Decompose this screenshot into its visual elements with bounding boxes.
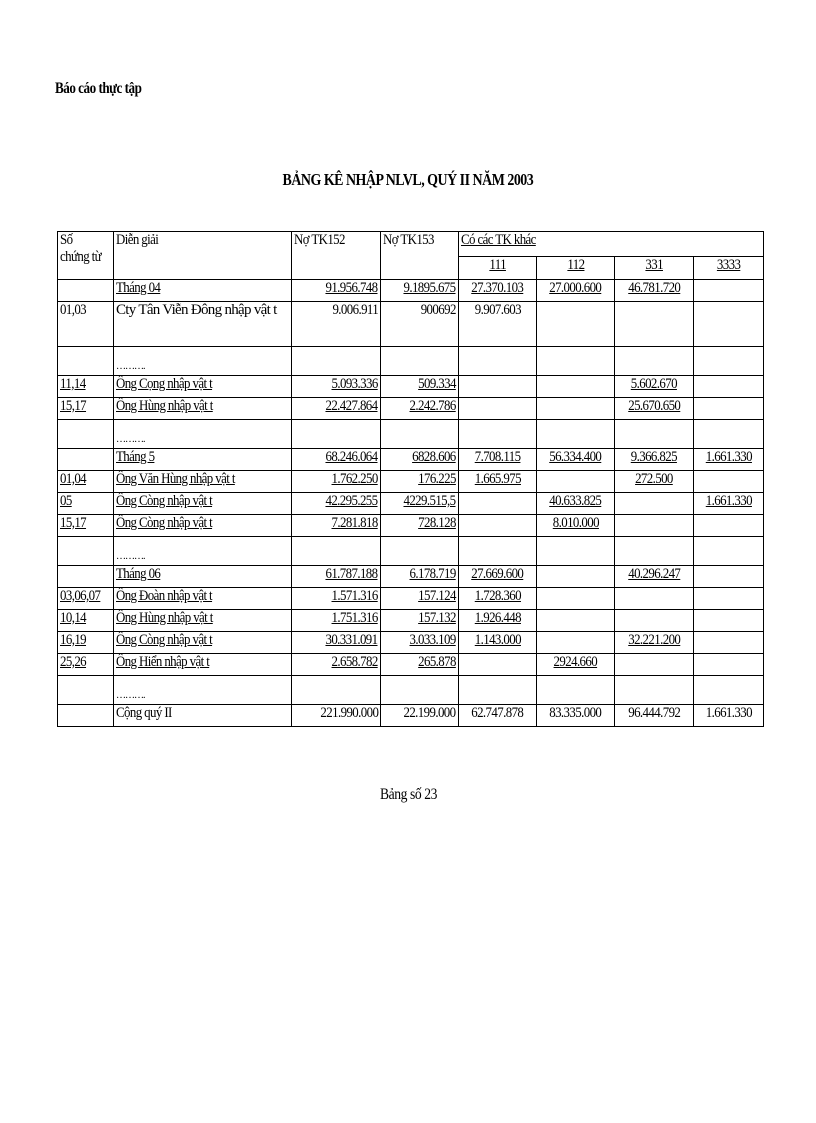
table-row <box>58 588 764 610</box>
cell-112: 56.334.400 <box>537 449 615 471</box>
cell-no-tk152: 42.295.255 <box>292 493 381 515</box>
table-row <box>58 610 764 632</box>
cell-111 <box>459 654 537 676</box>
cell-no-tk153: 509.334 <box>381 376 459 398</box>
cell-so-chung-tu <box>58 449 114 471</box>
cell-112 <box>537 676 615 705</box>
header-no-tk153: Nợ TK153 <box>381 232 459 280</box>
cell-so-chung-tu <box>58 347 114 376</box>
cell-no-tk152: 9.006.911 <box>292 302 381 347</box>
cell-111: 27.370.103 <box>459 280 537 302</box>
cell-3333 <box>694 537 764 566</box>
cell-no-tk153: 6.178.719 <box>381 566 459 588</box>
cell-111 <box>459 347 537 376</box>
cell-so-chung-tu <box>58 676 114 705</box>
table-row <box>58 537 764 566</box>
cell-111: 62.747.878 <box>459 705 537 727</box>
table-row <box>58 420 764 449</box>
table-header-row <box>58 232 764 257</box>
cell-3333 <box>694 610 764 632</box>
cell-331: 46.781.720 <box>615 280 694 302</box>
header-111: 111 <box>459 257 537 280</box>
cell-so-chung-tu: 15,17 <box>58 515 114 537</box>
cell-no-tk153 <box>381 676 459 705</box>
cell-dien-giai: Tháng 04 <box>114 280 292 302</box>
cell-111 <box>459 398 537 420</box>
cell-3333 <box>694 676 764 705</box>
cell-dien-giai: Ông Văn Hùng nhập vật t <box>114 471 292 493</box>
ledger-table <box>57 231 764 727</box>
cell-111: 7.708.115 <box>459 449 537 471</box>
cell-112 <box>537 537 615 566</box>
cell-no-tk153: 4229.515,5 <box>381 493 459 515</box>
cell-dien-giai: ………. <box>114 347 292 376</box>
cell-3333 <box>694 654 764 676</box>
cell-no-tk152: 1.571.316 <box>292 588 381 610</box>
cell-331: 9.366.825 <box>615 449 694 471</box>
cell-no-tk153: 157.132 <box>381 610 459 632</box>
cell-112 <box>537 398 615 420</box>
header-no-tk152: Nợ TK152 <box>292 232 381 280</box>
page-title <box>0 170 816 190</box>
cell-111 <box>459 676 537 705</box>
table-row <box>58 676 764 705</box>
cell-331: 32.221.200 <box>615 632 694 654</box>
cell-3333: 1.661.330 <box>694 705 764 727</box>
cell-no-tk153: 2.242.786 <box>381 398 459 420</box>
table-total-row <box>58 705 764 727</box>
cell-331 <box>615 493 694 515</box>
table-caption <box>0 786 816 804</box>
cell-111: 27.669.600 <box>459 566 537 588</box>
cell-111: 1.926.448 <box>459 610 537 632</box>
cell-dien-giai: ………. <box>114 676 292 705</box>
cell-no-tk153 <box>381 537 459 566</box>
header-3333: 3333 <box>694 257 764 280</box>
cell-so-chung-tu: 15,17 <box>58 398 114 420</box>
cell-so-chung-tu <box>58 537 114 566</box>
cell-no-tk152: 5.093.336 <box>292 376 381 398</box>
cell-111 <box>459 537 537 566</box>
cell-no-tk153: 6828.606 <box>381 449 459 471</box>
cell-dien-giai: ………. <box>114 537 292 566</box>
table-row <box>58 449 764 471</box>
cell-so-chung-tu <box>58 566 114 588</box>
cell-no-tk152: 30.331.091 <box>292 632 381 654</box>
cell-no-tk152: 91.956.748 <box>292 280 381 302</box>
cell-331 <box>615 347 694 376</box>
cell-3333 <box>694 420 764 449</box>
cell-331 <box>615 515 694 537</box>
cell-3333 <box>694 588 764 610</box>
cell-so-chung-tu: 11,14 <box>58 376 114 398</box>
cell-112: 2924.660 <box>537 654 615 676</box>
table-row <box>58 515 764 537</box>
cell-no-tk153 <box>381 347 459 376</box>
cell-dien-giai: Ông Hùng nhập vật t <box>114 610 292 632</box>
cell-111: 1.728.360 <box>459 588 537 610</box>
cell-111: 1.143.000 <box>459 632 537 654</box>
cell-112 <box>537 610 615 632</box>
cell-111: 9.907.603 <box>459 302 537 347</box>
cell-no-tk153: 157.124 <box>381 588 459 610</box>
header-dien-giai: Diễn giải <box>114 232 292 280</box>
cell-111 <box>459 376 537 398</box>
cell-112 <box>537 471 615 493</box>
cell-so-chung-tu <box>58 705 114 727</box>
cell-331: 96.444.792 <box>615 705 694 727</box>
table-row <box>58 654 764 676</box>
table-row <box>58 302 764 347</box>
cell-331: 272.500 <box>615 471 694 493</box>
cell-so-chung-tu <box>58 420 114 449</box>
cell-3333 <box>694 280 764 302</box>
table-row <box>58 398 764 420</box>
cell-112 <box>537 566 615 588</box>
cell-3333: 1.661.330 <box>694 449 764 471</box>
cell-no-tk153: 265.878 <box>381 654 459 676</box>
cell-3333 <box>694 302 764 347</box>
cell-so-chung-tu: 25,26 <box>58 654 114 676</box>
table-row <box>58 471 764 493</box>
cell-dien-giai: Tháng 06 <box>114 566 292 588</box>
cell-so-chung-tu: 05 <box>58 493 114 515</box>
cell-no-tk152 <box>292 420 381 449</box>
cell-3333 <box>694 471 764 493</box>
cell-dien-giai: Cộng quý II <box>114 705 292 727</box>
header-so-chung-tu: Số chứng từ <box>58 232 114 280</box>
cell-dien-giai: Ông Hiển nhập vật t <box>114 654 292 676</box>
cell-112: 8.010.000 <box>537 515 615 537</box>
cell-so-chung-tu: 10,14 <box>58 610 114 632</box>
cell-112 <box>537 420 615 449</box>
cell-111 <box>459 493 537 515</box>
cell-331 <box>615 302 694 347</box>
cell-no-tk152 <box>292 676 381 705</box>
table-row <box>58 566 764 588</box>
cell-3333 <box>694 347 764 376</box>
cell-3333 <box>694 566 764 588</box>
cell-so-chung-tu <box>58 280 114 302</box>
cell-331 <box>615 420 694 449</box>
header-331: 331 <box>615 257 694 280</box>
table-row <box>58 347 764 376</box>
cell-no-tk153: 3.033.109 <box>381 632 459 654</box>
page-title-text: BẢNG KÊ NHẬP NLVL, QUÝ II NĂM 2003 <box>282 170 534 189</box>
table-caption-text: Bảng số 23 <box>379 786 437 803</box>
cell-no-tk152: 1.762.250 <box>292 471 381 493</box>
table-row <box>58 280 764 302</box>
cell-112 <box>537 376 615 398</box>
cell-so-chung-tu: 16,19 <box>58 632 114 654</box>
cell-331: 25.670.650 <box>615 398 694 420</box>
cell-112 <box>537 302 615 347</box>
cell-no-tk153: 176.225 <box>381 471 459 493</box>
cell-111 <box>459 420 537 449</box>
cell-no-tk152: 22.427.864 <box>292 398 381 420</box>
header-112: 112 <box>537 257 615 280</box>
page-header: Báo cáo thực tập <box>55 80 142 97</box>
cell-dien-giai: Ông Hùng nhập vật t <box>114 398 292 420</box>
cell-no-tk152 <box>292 347 381 376</box>
cell-112 <box>537 632 615 654</box>
cell-112 <box>537 347 615 376</box>
cell-no-tk152: 61.787.188 <box>292 566 381 588</box>
cell-dien-giai: Ông Cọng nhập vật t <box>114 376 292 398</box>
cell-3333 <box>694 398 764 420</box>
cell-no-tk152: 1.751.316 <box>292 610 381 632</box>
cell-331: 5.602.670 <box>615 376 694 398</box>
cell-112: 83.335.000 <box>537 705 615 727</box>
cell-331 <box>615 676 694 705</box>
cell-no-tk152 <box>292 537 381 566</box>
cell-dien-giai: Ông Còng nhập vật t <box>114 632 292 654</box>
cell-112: 27.000.600 <box>537 280 615 302</box>
cell-3333 <box>694 515 764 537</box>
cell-so-chung-tu: 03,06,07 <box>58 588 114 610</box>
cell-112 <box>537 588 615 610</box>
cell-dien-giai: Cty Tân Viễn Đông nhập vật t <box>114 302 292 347</box>
cell-so-chung-tu: 01,03 <box>58 302 114 347</box>
cell-no-tk153: 728.128 <box>381 515 459 537</box>
cell-331: 40.296.247 <box>615 566 694 588</box>
cell-no-tk153 <box>381 420 459 449</box>
header-co-tk-khac: Có các TK khác <box>459 232 764 257</box>
cell-no-tk153: 22.199.000 <box>381 705 459 727</box>
cell-331 <box>615 654 694 676</box>
cell-331 <box>615 537 694 566</box>
cell-111: 1.665.975 <box>459 471 537 493</box>
cell-no-tk152: 221.990.000 <box>292 705 381 727</box>
cell-dien-giai: Ông Còng nhập vật t <box>114 515 292 537</box>
cell-331 <box>615 588 694 610</box>
cell-3333: 1.661.330 <box>694 493 764 515</box>
cell-112: 40.633.825 <box>537 493 615 515</box>
cell-3333 <box>694 632 764 654</box>
cell-dien-giai: Tháng 5 <box>114 449 292 471</box>
cell-no-tk152: 7.281.818 <box>292 515 381 537</box>
cell-no-tk152: 68.246.064 <box>292 449 381 471</box>
table-row <box>58 376 764 398</box>
cell-3333 <box>694 376 764 398</box>
cell-111 <box>459 515 537 537</box>
cell-dien-giai: Ông Đoàn nhập vật t <box>114 588 292 610</box>
cell-no-tk152: 2.658.782 <box>292 654 381 676</box>
cell-dien-giai: ………. <box>114 420 292 449</box>
cell-so-chung-tu: 01,04 <box>58 471 114 493</box>
cell-no-tk153: 9.1895.675 <box>381 280 459 302</box>
cell-dien-giai: Ông Còng nhập vật t <box>114 493 292 515</box>
table-row <box>58 493 764 515</box>
cell-no-tk153: 900692 <box>381 302 459 347</box>
table-row <box>58 632 764 654</box>
cell-331 <box>615 610 694 632</box>
